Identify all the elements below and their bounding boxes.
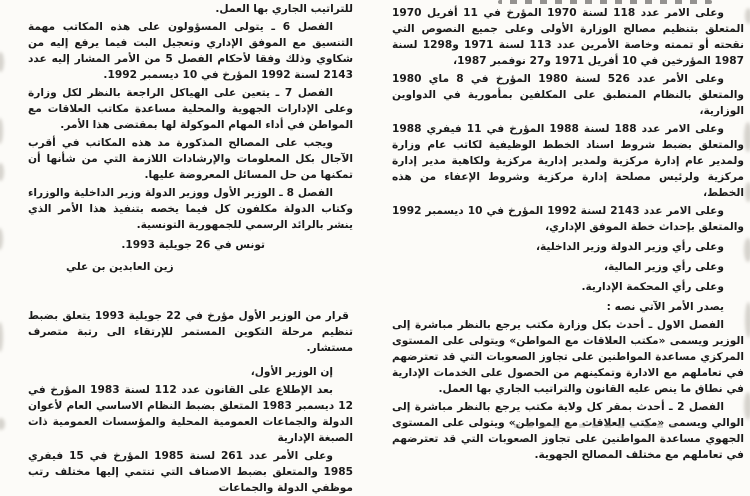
left-column <box>28 1 353 496</box>
reference-decree-118: وعلى الامر عدد 118 لسنة 1970 المؤرخ في 11 أفريل 1970 المتعلق بتنظيم مصالح الوزارة الأولى وعلى جميع النصوص التي نقحته أو تممته وخاصة الأمرين عدد 113 لسنة 1971 و1298 لسنة 1987 المؤرخين في 10 أفريل 1971 و27 نوفمبر 1987، <box>392 7 744 67</box>
article-1-paragraph: الفصل الاول ـ أحدث بكل وزارة مكتب يرجع بالنظر مباشرة إلى الوزير ويسمى «مكتب العلاقات مع المواطن» ويتولى على المستوى المركزي مساعدة المواطنين على تجاوز الصعوبات التي قد تعترضهم في تعاملهم مع الادارة وتمكينهم من الحصول على الخدمات الإدارية في نطاق ما ينص عليه القانون والتراتيب الجاري بها العمل. <box>392 319 744 395</box>
enactment-line: يصدر الأمر الآتي نصه : <box>606 301 724 313</box>
opinion-finance-line: وعلى رأي وزير المالية، <box>603 261 724 273</box>
assistance-clause-paragraph: ويجب على المصالح المذكورة مد هذه المكاتب في أقرب الآجال بكل المعلومات والإرشادات اللازمة التي من شأنها أن تمكنها من حل المسائل المعروضة عليها. <box>28 137 353 181</box>
scan-smudge <box>745 8 750 24</box>
decree-title-heading: قرار من الوزير الأول مؤرخ في 22 جويلية 1993 يتعلق بضبط تنظيم مرحلة التكوين المستمر للإرتقاء الى رتبة متصرف مستشار. <box>28 310 353 354</box>
reference-law-112: بعد الإطلاع على القانون عدد 112 لسنة 1983 المؤرخ في 12 ديسمبر 1983 المتعلق بضبط النظام الاساسي العام لأعوان الدولة والجماعات العمومية المحلية والمؤسسات العمومية ذات الصبغة الإدارية <box>28 384 354 444</box>
paragraph-continuation: للتراتيب الجاري بها العمل. <box>215 3 353 15</box>
reference-decree-261: وعلى الأمر عدد 261 لسنة 1985 المؤرخ في 15 فيفري 1985 والمتعلق بضبط الاصناف التي تنتمي إليها مختلف رتب موظفي الدولة والجماعات <box>28 450 353 494</box>
opinion-court-line: وعلى رأي المحكمة الإدارية. <box>581 281 724 293</box>
right-column <box>392 5 744 463</box>
signature-president: زين العابدين بن علي <box>66 261 174 273</box>
opinion-interior-line: وعلى رأي وزير الدولة وزير الداخلية، <box>535 241 724 253</box>
article-6-paragraph: الفصل 6 ـ يتولى المسؤولون على هذه المكاتب مهمة التنسيق مع الموفق الإداري وتعجيل البت فيما يرفع إليه من شكاوي وذلك وفقا لأحكام الفصل 5 من الأمر المشار إليه عدد 2143 لسنة 1992 المؤرخ في 10 ديسمبر 1992. <box>28 21 353 81</box>
article-8-paragraph: الفصل 8 ـ الوزير الأول ووزير الدولة وزير الداخلية والوزراء وكتاب الدولة مكلفون كل فيما يخصه بتنفيذ هذا الأمر الذي ينشر بالرائد الرسمي للجمهورية التونسية. <box>28 187 353 231</box>
scan-smudge <box>744 122 750 152</box>
article-2-paragraph: الفصل 2 ـ أحدث بمقر كل ولاية مكتب يرجع بالنظر مباشرة إلى الوالي ويسمى «مكتب العلاقات مع المواطن» ويتولى على المستوى الجهوي مساعدة المواطنين على تجاوز الصعوبات التي قد تعترضهم في تعاملهم مع مختلف المصالح الجهوية. <box>392 401 744 461</box>
scan-smudge <box>0 418 5 430</box>
opening-line: إن الوزير الأول، <box>250 366 333 378</box>
reference-decree-2143: وعلى الامر عدد 2143 لسنة 1992 المؤرخ في 10 ديسمبر 1992 والمتعلق بإحداث خطة الموفق الإداري، <box>392 205 744 233</box>
scan-smudge <box>0 52 4 72</box>
scan-smudge <box>0 118 3 144</box>
scan-smudge <box>744 392 750 420</box>
scan-smudge <box>0 322 3 352</box>
scan-smudge <box>744 238 750 262</box>
reference-decree-188: وعلى الامر عدد 188 لسنة 1988 المؤرخ في 11 فيفري 1988 والمتعلق بضبط شروط اسناد الخطط الوظيفية لكاتب عام وزارة ولمدير عام إدارة مركزية ولمدير إدارية مركزية ولكاهية مدير إدارة مركزية ولرئيس مصلحة إدارة مركزية وشروط الإعفاء من هذه الخطط، <box>392 123 744 199</box>
scan-smudge <box>745 182 750 202</box>
scan-smudge <box>0 228 3 250</box>
reference-decree-526: وعلى الأمر عدد 526 لسنة 1980 المؤرخ في 8 ماي 1980 والمتعلق بالنظام المنطبق على المكلفين بمأمورية في الدواوين الوزارية، <box>392 73 744 117</box>
place-date-line: تونس في 26 جويلية 1993. <box>121 239 265 251</box>
clipped-text-fragment-top <box>498 0 712 4</box>
article-7-paragraph: الفصل 7 ـ يتعين على الهياكل الراجعة بالنظر لكل وزارة وعلى الإدارات الجهوية والمحلية مساعدة مكاتب العلاقات مع المواطن في أداء المهام الموكولة لها بمقتضى هذا الأمر. <box>28 87 353 131</box>
clipped-text-fragment-bottom <box>508 424 676 428</box>
scan-smudge <box>0 163 4 181</box>
scan-smudge <box>745 302 750 338</box>
